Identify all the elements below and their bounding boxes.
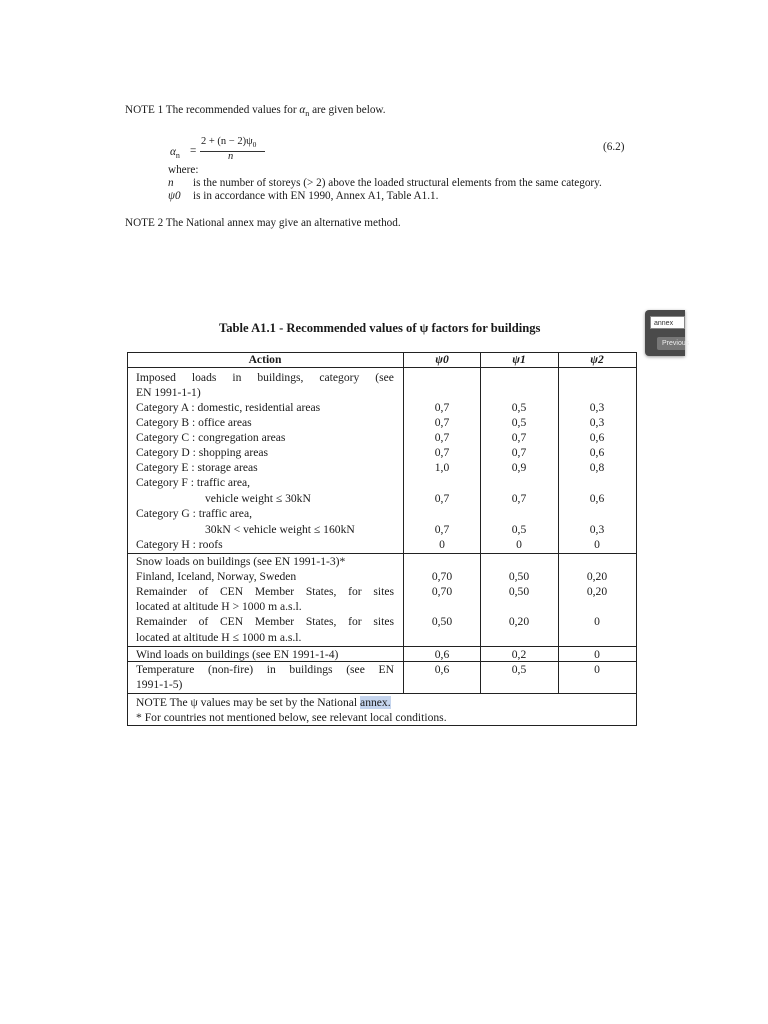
- action-cell: vehicle weight ≤ 30kN: [205, 492, 311, 505]
- psi2-value: 0,6: [589, 492, 605, 505]
- action-cell: Category A : domestic, residential areas: [136, 401, 321, 414]
- psi0-value: 0,7: [434, 492, 450, 505]
- search-input[interactable]: annex: [650, 316, 685, 329]
- column-rule: [558, 352, 559, 693]
- header-psi2: ψ2: [590, 353, 604, 366]
- action-cell: EN 1991-1-1): [136, 386, 201, 399]
- action-cell: 1991-1-5): [136, 678, 183, 691]
- table-border-right: [636, 352, 637, 726]
- psi0-value: 0: [439, 538, 445, 551]
- psi0-value: 0,7: [434, 416, 450, 429]
- action-cell: Category E : storage areas: [136, 461, 258, 474]
- psi1-value: 0,7: [511, 431, 527, 444]
- action-cell: Category C : congregation areas: [136, 431, 286, 444]
- psi1-value: 0,9: [511, 461, 527, 474]
- psi0-value: 0,70: [431, 570, 453, 583]
- psi0-value: 0,50: [431, 615, 453, 628]
- action-cell: Wind loads on buildings (see EN 1991-1-4): [136, 648, 339, 661]
- action-cell: located at altitude H ≤ 1000 m a.s.l.: [136, 631, 302, 644]
- action-cell: Remainder of CEN Member States, for sites: [136, 615, 394, 628]
- header-psi0: ψ0: [435, 353, 449, 366]
- table-title: Table A1.1 - Recommended values of ψ factors for buildings: [219, 321, 541, 335]
- table-footnote: * For countries not mentioned below, see relevant local conditions.: [136, 711, 447, 724]
- psi2-value: 0,20: [586, 570, 608, 583]
- action-cell: Category F : traffic area,: [136, 476, 251, 489]
- table-note: NOTE The ψ values may be set by the National annex.: [136, 696, 391, 709]
- psi2-value: 0: [594, 648, 600, 661]
- psi0-value: 0,7: [434, 446, 450, 459]
- psi0-value: 0,6: [434, 648, 450, 661]
- table-border-left: [127, 352, 128, 726]
- psi1-value: 0,5: [511, 663, 527, 676]
- psi0-value: 0,70: [431, 585, 453, 598]
- note-rule: [127, 693, 637, 694]
- psi2-value: 0,8: [589, 461, 605, 474]
- psi0-value: 0,7: [434, 431, 450, 444]
- where-symbol-n: n: [168, 177, 174, 189]
- header-psi1: ψ1: [512, 353, 526, 366]
- psi1-value: 0,20: [508, 615, 530, 628]
- psi1-value: 0,50: [508, 570, 530, 583]
- header-rule: [127, 367, 637, 368]
- column-rule: [480, 352, 481, 693]
- psi1-value: 0,7: [511, 492, 527, 505]
- psi1-value: 0,50: [508, 585, 530, 598]
- psi2-value: 0,3: [589, 523, 605, 536]
- psi1-value: 0,7: [511, 446, 527, 459]
- column-rule: [403, 352, 404, 693]
- formula-denominator: n: [228, 151, 234, 162]
- action-cell: 30kN < vehicle weight ≤ 160kN: [205, 523, 355, 536]
- psi2-value: 0: [594, 538, 600, 551]
- psi2-value: 0,20: [586, 585, 608, 598]
- psi1-value: 0,2: [511, 648, 527, 661]
- action-cell: Category G : traffic area,: [136, 507, 252, 520]
- psi2-value: 0,6: [589, 446, 605, 459]
- table-border-bottom: [127, 725, 637, 726]
- psi1-value: 0: [516, 538, 522, 551]
- note2: NOTE 2 The National annex may give an alternative method.: [125, 217, 401, 229]
- action-cell: Category H : roofs: [136, 538, 223, 551]
- psi0-value: 0,7: [434, 523, 450, 536]
- formula-lhs: $\alpha_n$: [170, 146, 180, 161]
- action-cell: Category B : office areas: [136, 416, 252, 429]
- action-cell: Remainder of CEN Member States, for sites: [136, 585, 394, 598]
- action-cell: Category D : shopping areas: [136, 446, 269, 459]
- psi2-value: 0: [594, 615, 600, 628]
- psi2-value: 0,3: [589, 401, 605, 414]
- psi2-value: 0,3: [589, 416, 605, 429]
- where-text-n: is the number of storeys (> 2) above the loaded structural elements from the same category.: [193, 177, 602, 189]
- psi2-value: 0,6: [589, 431, 605, 444]
- psi0-value: 0,6: [434, 663, 450, 676]
- search-match-highlight: annex.: [360, 696, 391, 709]
- where-symbol-psi0: ψ0: [168, 190, 181, 202]
- psi1-value: 0,5: [511, 401, 527, 414]
- where-label: where:: [168, 164, 199, 176]
- psi1-value: 0,5: [511, 416, 527, 429]
- previous-button[interactable]: Previous: [657, 337, 685, 350]
- psi0-value: 1,0: [434, 461, 450, 474]
- psi2-value: 0: [594, 663, 600, 676]
- action-cell: Imposed loads in buildings, category (see: [136, 371, 394, 384]
- header-action: Action: [248, 353, 282, 366]
- psi-factors-table: [127, 352, 637, 726]
- action-cell: Finland, Iceland, Norway, Sweden: [136, 570, 297, 583]
- psi0-value: 0,7: [434, 401, 450, 414]
- action-cell: Snow loads on buildings (see EN 1991-1-3)*: [136, 555, 346, 568]
- psi1-value: 0,5: [511, 523, 527, 536]
- formula-equals: =: [190, 145, 197, 157]
- action-cell: Temperature (non-fire) in buildings (see EN: [136, 663, 394, 676]
- search-popup: [645, 310, 690, 356]
- formula-number: (6.2): [603, 141, 625, 153]
- formula-numerator: $2 + (n - 2)\psi_0$: [201, 136, 257, 150]
- where-text-psi0: is in accordance with EN 1990, Annex A1, Table A1.1.: [193, 190, 439, 202]
- action-cell: located at altitude H > 1000 m a.s.l.: [136, 600, 302, 613]
- note1: NOTE 1 The recommended values for $\alpha_n$ are given below.: [125, 104, 386, 119]
